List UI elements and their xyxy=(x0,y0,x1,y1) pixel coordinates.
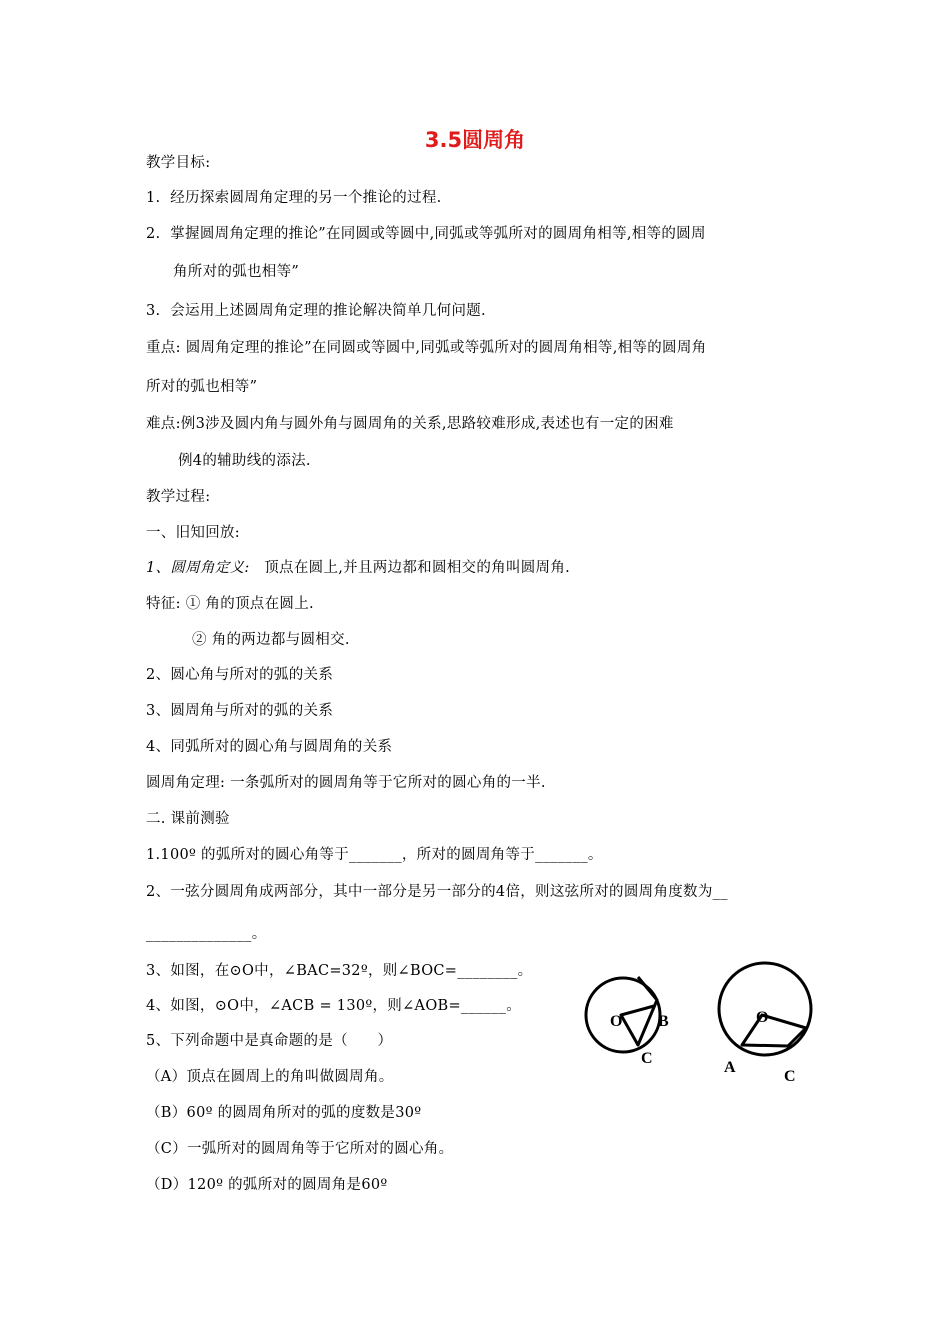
figure-1-label-c: C xyxy=(641,1050,653,1067)
figure-2-label-o: O xyxy=(756,1009,769,1026)
quiz-q2-line1: 2、一弦分圆周角成两部分，其中一部分是另一部分的4倍，则这弦所对的圆周角度数为__ xyxy=(146,884,728,900)
figure-1-label-o: O xyxy=(610,1013,623,1030)
review-item-4: 4、同弧所对的圆心角与圆周角的关系 xyxy=(146,739,393,755)
difficulty-line1: 难点:例3涉及圆内角与圆外角与圆周角的关系,思路较难形成,表述也有一定的困难 xyxy=(146,416,674,432)
theorem-line: 圆周角定理: 一条弧所对的圆周角等于它所对的圆心角的一半. xyxy=(146,775,546,791)
objective-3: 3. 会运用上述圆周角定理的推论解决简单几何问题. xyxy=(146,303,486,319)
option-b: （B）60º 的圆周角所对的弧的度数是30º xyxy=(146,1105,422,1121)
review-item-2: 2、圆心角与所对的弧的关系 xyxy=(146,667,334,683)
definition-label: 1、圆周角定义: xyxy=(146,560,250,576)
feature-1: 特征: ① 角的顶点在圆上. xyxy=(146,596,314,612)
figure-1-circle-diagram xyxy=(580,960,690,1070)
definition-text: 顶点在圆上,并且两边都和圆相交的角叫圆周角. xyxy=(264,560,571,576)
figure-2-label-a: A xyxy=(724,1059,736,1076)
figure-2-circle-diagram xyxy=(712,960,827,1090)
quiz-q3: 3、如图，在⊙O中，∠BAC=32º，则∠BOC=________。 xyxy=(146,963,533,979)
section-1-heading: 一、旧知回放: xyxy=(146,525,240,541)
figure-1-label-b: B xyxy=(658,1013,669,1030)
process-heading: 教学过程: xyxy=(146,489,211,505)
objectives-heading: 教学目标: xyxy=(146,155,211,171)
objective-1: 1. 经历探索圆周角定理的另一个推论的过程. xyxy=(146,190,442,206)
quiz-q2-line2: ______________。 xyxy=(146,926,267,942)
page-title: 3.5圆周角 xyxy=(424,128,526,152)
review-item-3: 3、圆周角与所对的弧的关系 xyxy=(146,703,334,719)
difficulty-line2: 例4的辅助线的添法. xyxy=(178,453,311,469)
feature-2: ② 角的两边都与圆相交. xyxy=(192,632,350,648)
option-d: （D）120º 的弧所对的圆周角是60º xyxy=(146,1177,388,1193)
objective-2-cont: 角所对的弧也相等” xyxy=(173,264,300,280)
objective-2: 2. 掌握圆周角定理的推论”在同圆或等圆中,同弧或等弧所对的圆周角相等,相等的圆周 xyxy=(146,226,706,242)
key-point-line2: 所对的弧也相等” xyxy=(146,379,258,395)
quiz-q4: 4、如图，⊙O中，∠ACB = 130º，则∠AOB=______。 xyxy=(146,998,522,1014)
quiz-q1: 1.100º 的弧所对的圆心角等于_______，所对的圆周角等于_______。 xyxy=(146,847,603,863)
option-a: （A）顶点在圆周上的角叫做圆周角。 xyxy=(146,1069,394,1085)
section-2-heading: 二. 课前测验 xyxy=(146,811,230,827)
key-point-line1: 重点: 圆周角定理的推论”在同圆或等圆中,同弧或等弧所对的圆周角相等,相等的圆周角 xyxy=(146,340,707,356)
quiz-q5: 5、下列命题中是真命题的是（ ） xyxy=(146,1033,393,1049)
figure-2-label-c: C xyxy=(784,1068,796,1085)
figure-1-chords xyxy=(621,977,657,1045)
option-c: （C）一弧所对的圆周角等于它所对的圆心角。 xyxy=(146,1141,454,1157)
definition-line xyxy=(146,559,570,577)
